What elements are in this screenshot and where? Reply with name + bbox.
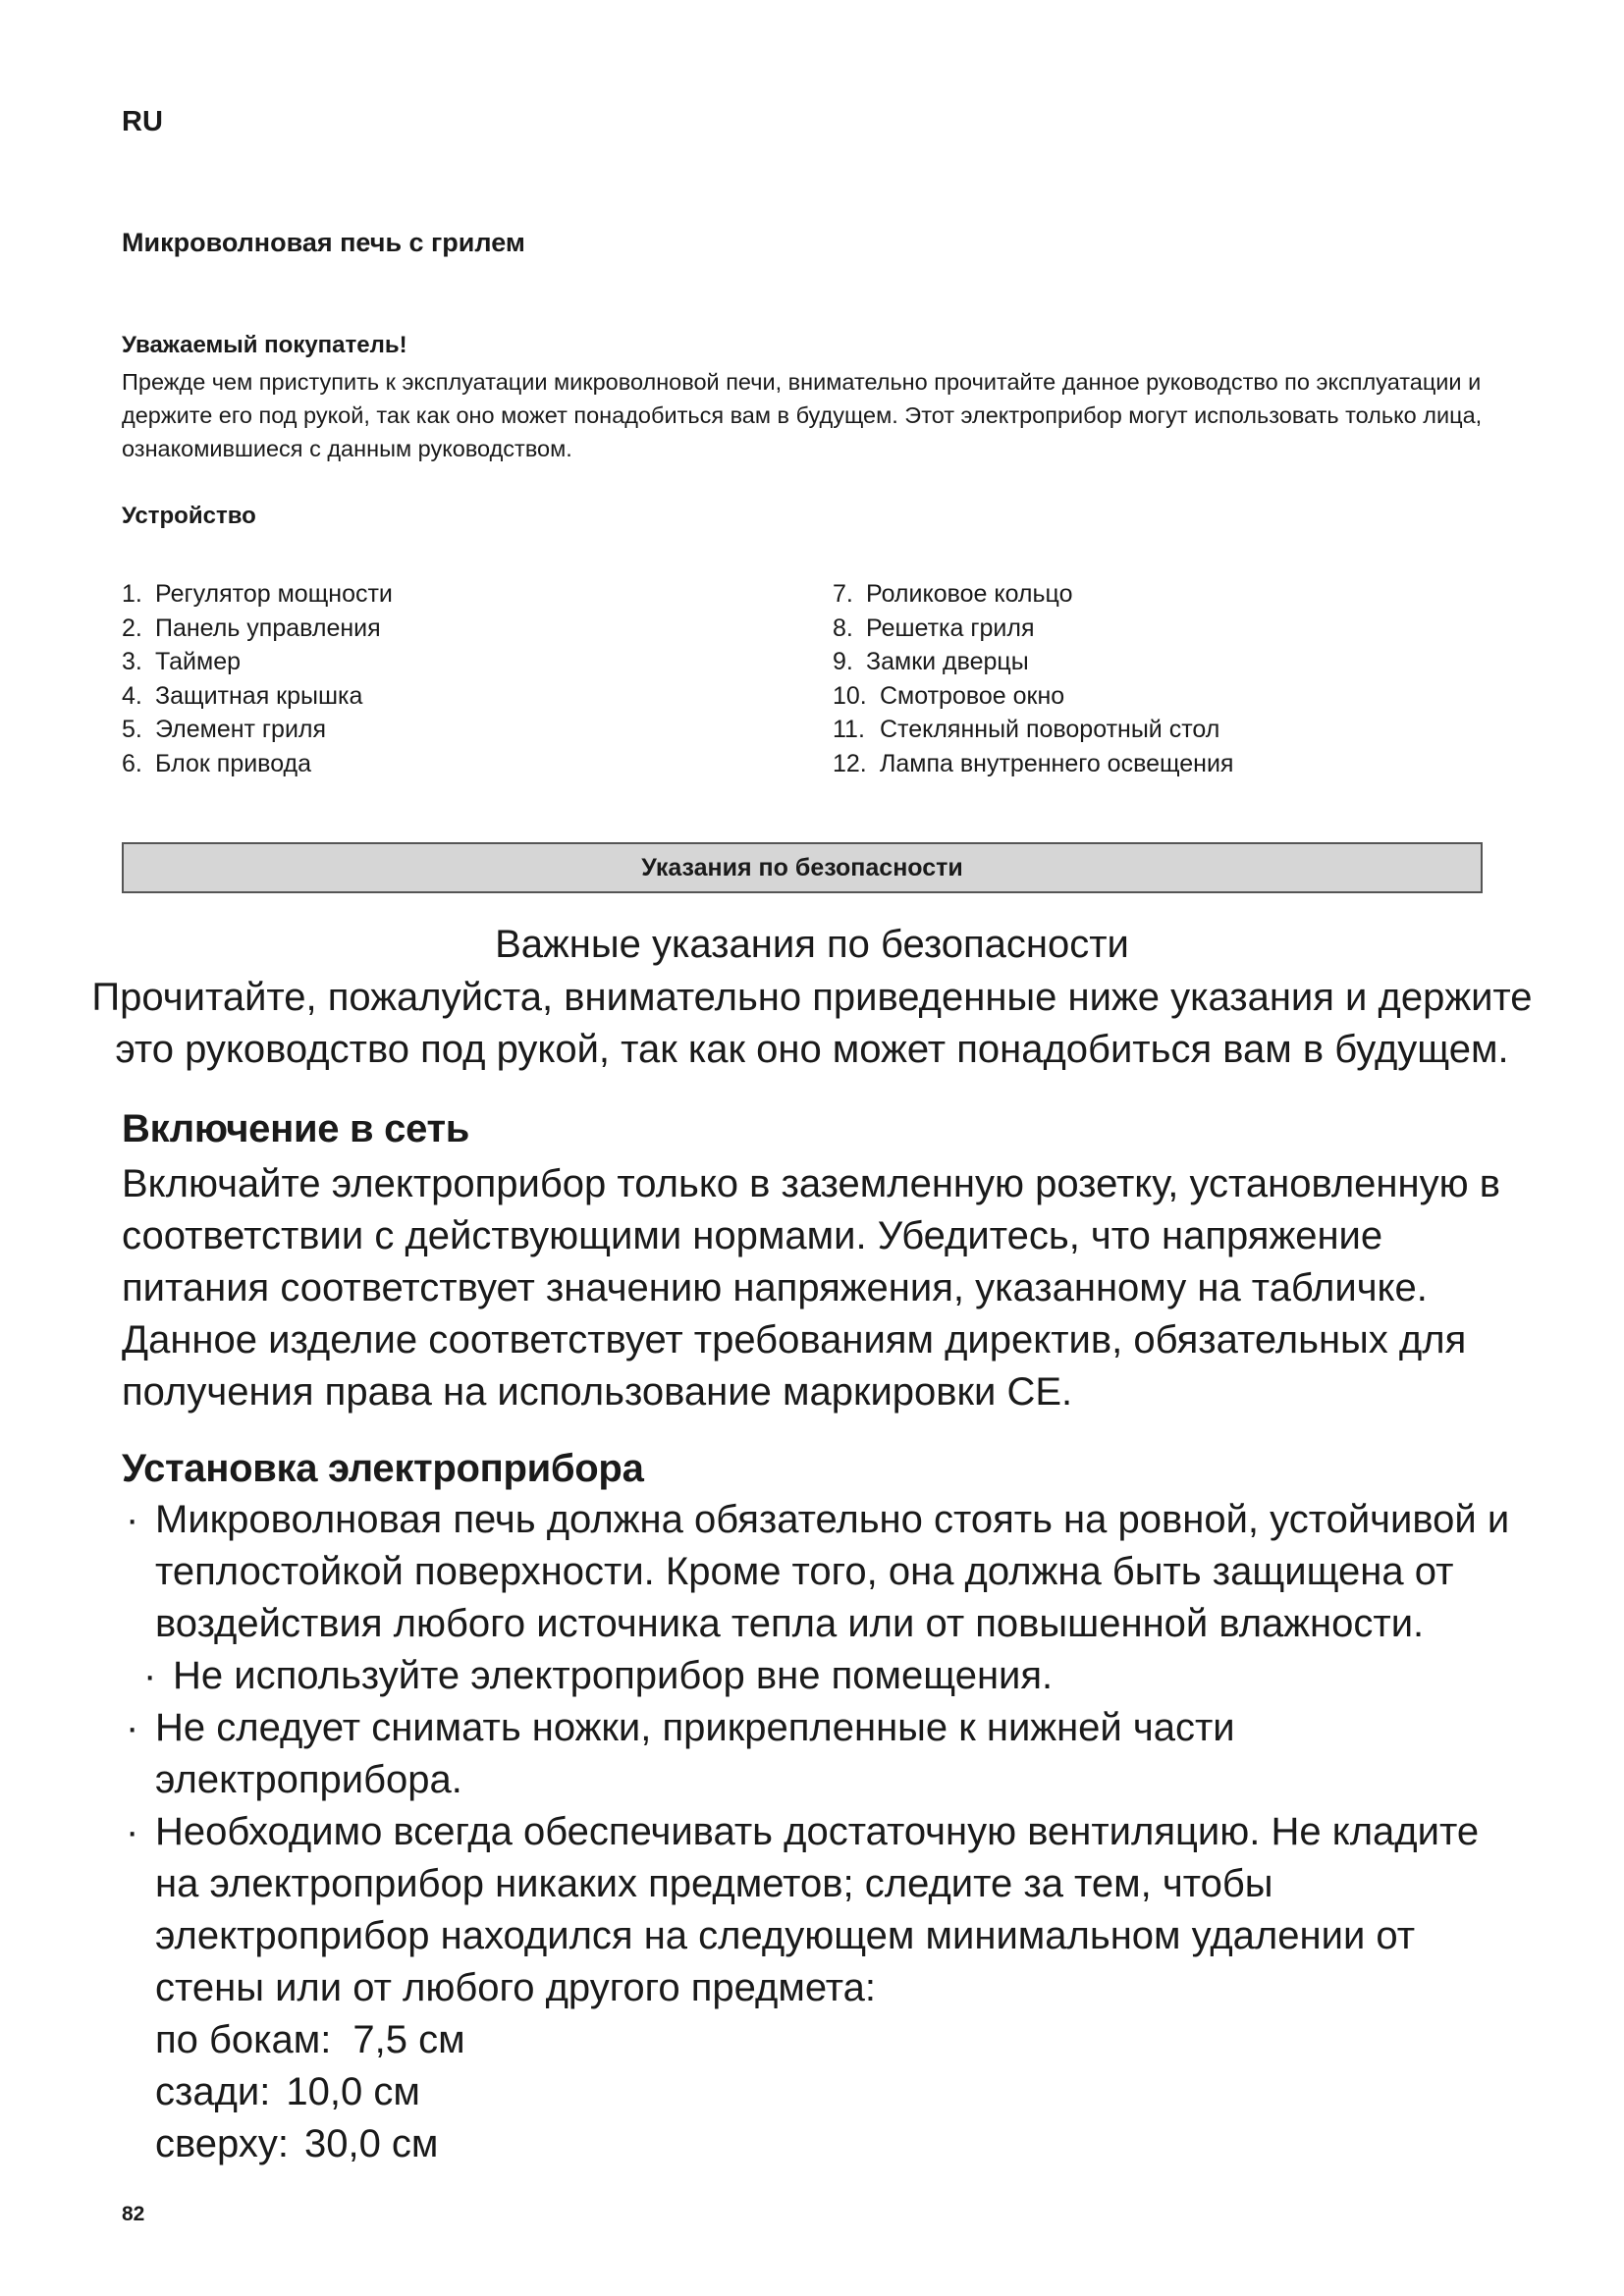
distance-value: 7,5 см — [352, 2018, 465, 2061]
item-label: Замки дверцы — [866, 648, 1029, 675]
item-number: 6. — [122, 749, 142, 777]
bullet-icon: · — [126, 1706, 139, 1749]
item-label: Таймер — [155, 648, 242, 675]
item-number: 7. — [833, 580, 853, 608]
power-heading: Включение в сеть — [122, 1107, 470, 1150]
item-text: Необходимо всегда обеспечивать достаточную вентиляцию. Не кладите на электроприбор никаких предметов; следите за тем, чтобы электроприбор находился на следующем минимальном удалении от стены или от любого другого предмета: — [155, 1810, 1480, 2009]
item-label: Смотровое окно — [880, 681, 1065, 710]
list-item — [833, 577, 1233, 612]
item-text: Не следует снимать ножки, прикрепленные к нижней части электроприбора. — [155, 1706, 1235, 1801]
list-item — [122, 1494, 1516, 1650]
bullet-icon: · — [126, 1810, 139, 1853]
list-item — [122, 1650, 1516, 1702]
item-number: 11. — [833, 716, 865, 743]
intro-paragraph: Прежде чем приступить к эксплуатации микроволновой печи, внимательно прочитайте данное руководство по эксплуатации и держите его под рукой, так как оно может понадобиться вам в будущем. Этот электроприбор могут использовать только лица, ознакомившиеся с данным руководством. — [122, 369, 1483, 461]
distance-row — [122, 2118, 1516, 2170]
page-number: 82 — [122, 2203, 145, 2225]
item-number: 12. — [833, 749, 867, 777]
list-item — [833, 713, 1233, 747]
install-heading: Установка электроприбора — [122, 1447, 644, 1490]
distance-value: 30,0 см — [303, 2122, 439, 2165]
install-list — [122, 1494, 1516, 2170]
banner-label: Указания по безопасности — [641, 853, 963, 881]
language-label: RU — [122, 106, 163, 137]
list-item — [122, 577, 393, 612]
item-text: Микроволновая печь должна обязательно стоять на ровной, устойчивой и теплостойкой поверхности. Кроме того, она должна быть защищена от воздействия любого источника тепла или от повышенной влажности. — [155, 1498, 1510, 1645]
greeting: Уважаемый покупатель! — [122, 332, 407, 358]
item-label: Защитная крышка — [155, 681, 363, 710]
list-item — [833, 612, 1233, 646]
item-number: 4. — [122, 681, 142, 710]
list-item — [122, 645, 393, 679]
item-number: 3. — [122, 648, 142, 675]
item-label: Роликовое кольцо — [866, 580, 1073, 608]
list-item — [122, 1702, 1516, 1806]
item-label: Решетка гриля — [866, 614, 1035, 642]
important-safety-title: Важные указания по безопасности — [495, 923, 1129, 966]
list-item — [833, 679, 1233, 714]
list-item — [122, 612, 393, 646]
bullet-icon: · — [143, 1654, 157, 1697]
distance-label: по бокам: — [155, 2018, 332, 2061]
item-label: Элемент гриля — [155, 716, 327, 743]
item-label: Блок привода — [155, 749, 312, 777]
item-number: 10. — [833, 681, 867, 710]
list-item — [122, 1806, 1516, 2014]
item-number: 5. — [122, 716, 142, 743]
device-parts-list-right — [833, 577, 1233, 780]
important-line-1: Прочитайте, пожалуйста, внимательно приведенные ниже указания и держите — [91, 976, 1533, 1019]
item-label: Регулятор мощности — [155, 580, 393, 608]
item-label: Панель управления — [155, 614, 381, 642]
power-paragraph: Включайте электроприбор только в заземленную розетку, установленную в соответствии с действующими нормами. Убедитесь, что напряжение питания соответствует значению напряжения, указанному на табличке. Данное изделие соответствует требованиям директив, обязательных для получения права на использование маркировки CE. — [122, 1162, 1500, 1414]
device-parts-list-left — [122, 577, 393, 780]
distance-label: сверху: — [155, 2122, 289, 2165]
list-item — [833, 747, 1233, 781]
distance-value: 10,0 см — [286, 2070, 420, 2113]
important-safety-text — [0, 972, 1624, 1076]
distance-row — [122, 2014, 1516, 2066]
item-number: 8. — [833, 614, 853, 642]
bullet-icon: · — [126, 1498, 139, 1541]
list-item — [833, 645, 1233, 679]
distance-label: сзади: — [155, 2070, 271, 2113]
list-item — [122, 747, 393, 781]
distance-row — [122, 2066, 1516, 2118]
document-title: Микроволновая печь с грилем — [122, 228, 525, 257]
important-line-2: это руководство под рукой, так как оно может понадобиться вам в будущем. — [115, 1028, 1509, 1071]
safety-section-banner — [122, 842, 1483, 893]
list-item — [122, 713, 393, 747]
item-label: Лампа внутреннего освещения — [880, 749, 1234, 777]
device-heading: Устройство — [122, 503, 256, 529]
item-number: 1. — [122, 580, 142, 608]
item-number: 9. — [833, 648, 853, 675]
item-number: 2. — [122, 614, 142, 642]
item-label: Стеклянный поворотный стол — [880, 716, 1220, 743]
list-item — [122, 679, 393, 714]
item-text: Не используйте электроприбор вне помещения. — [173, 1654, 1054, 1697]
